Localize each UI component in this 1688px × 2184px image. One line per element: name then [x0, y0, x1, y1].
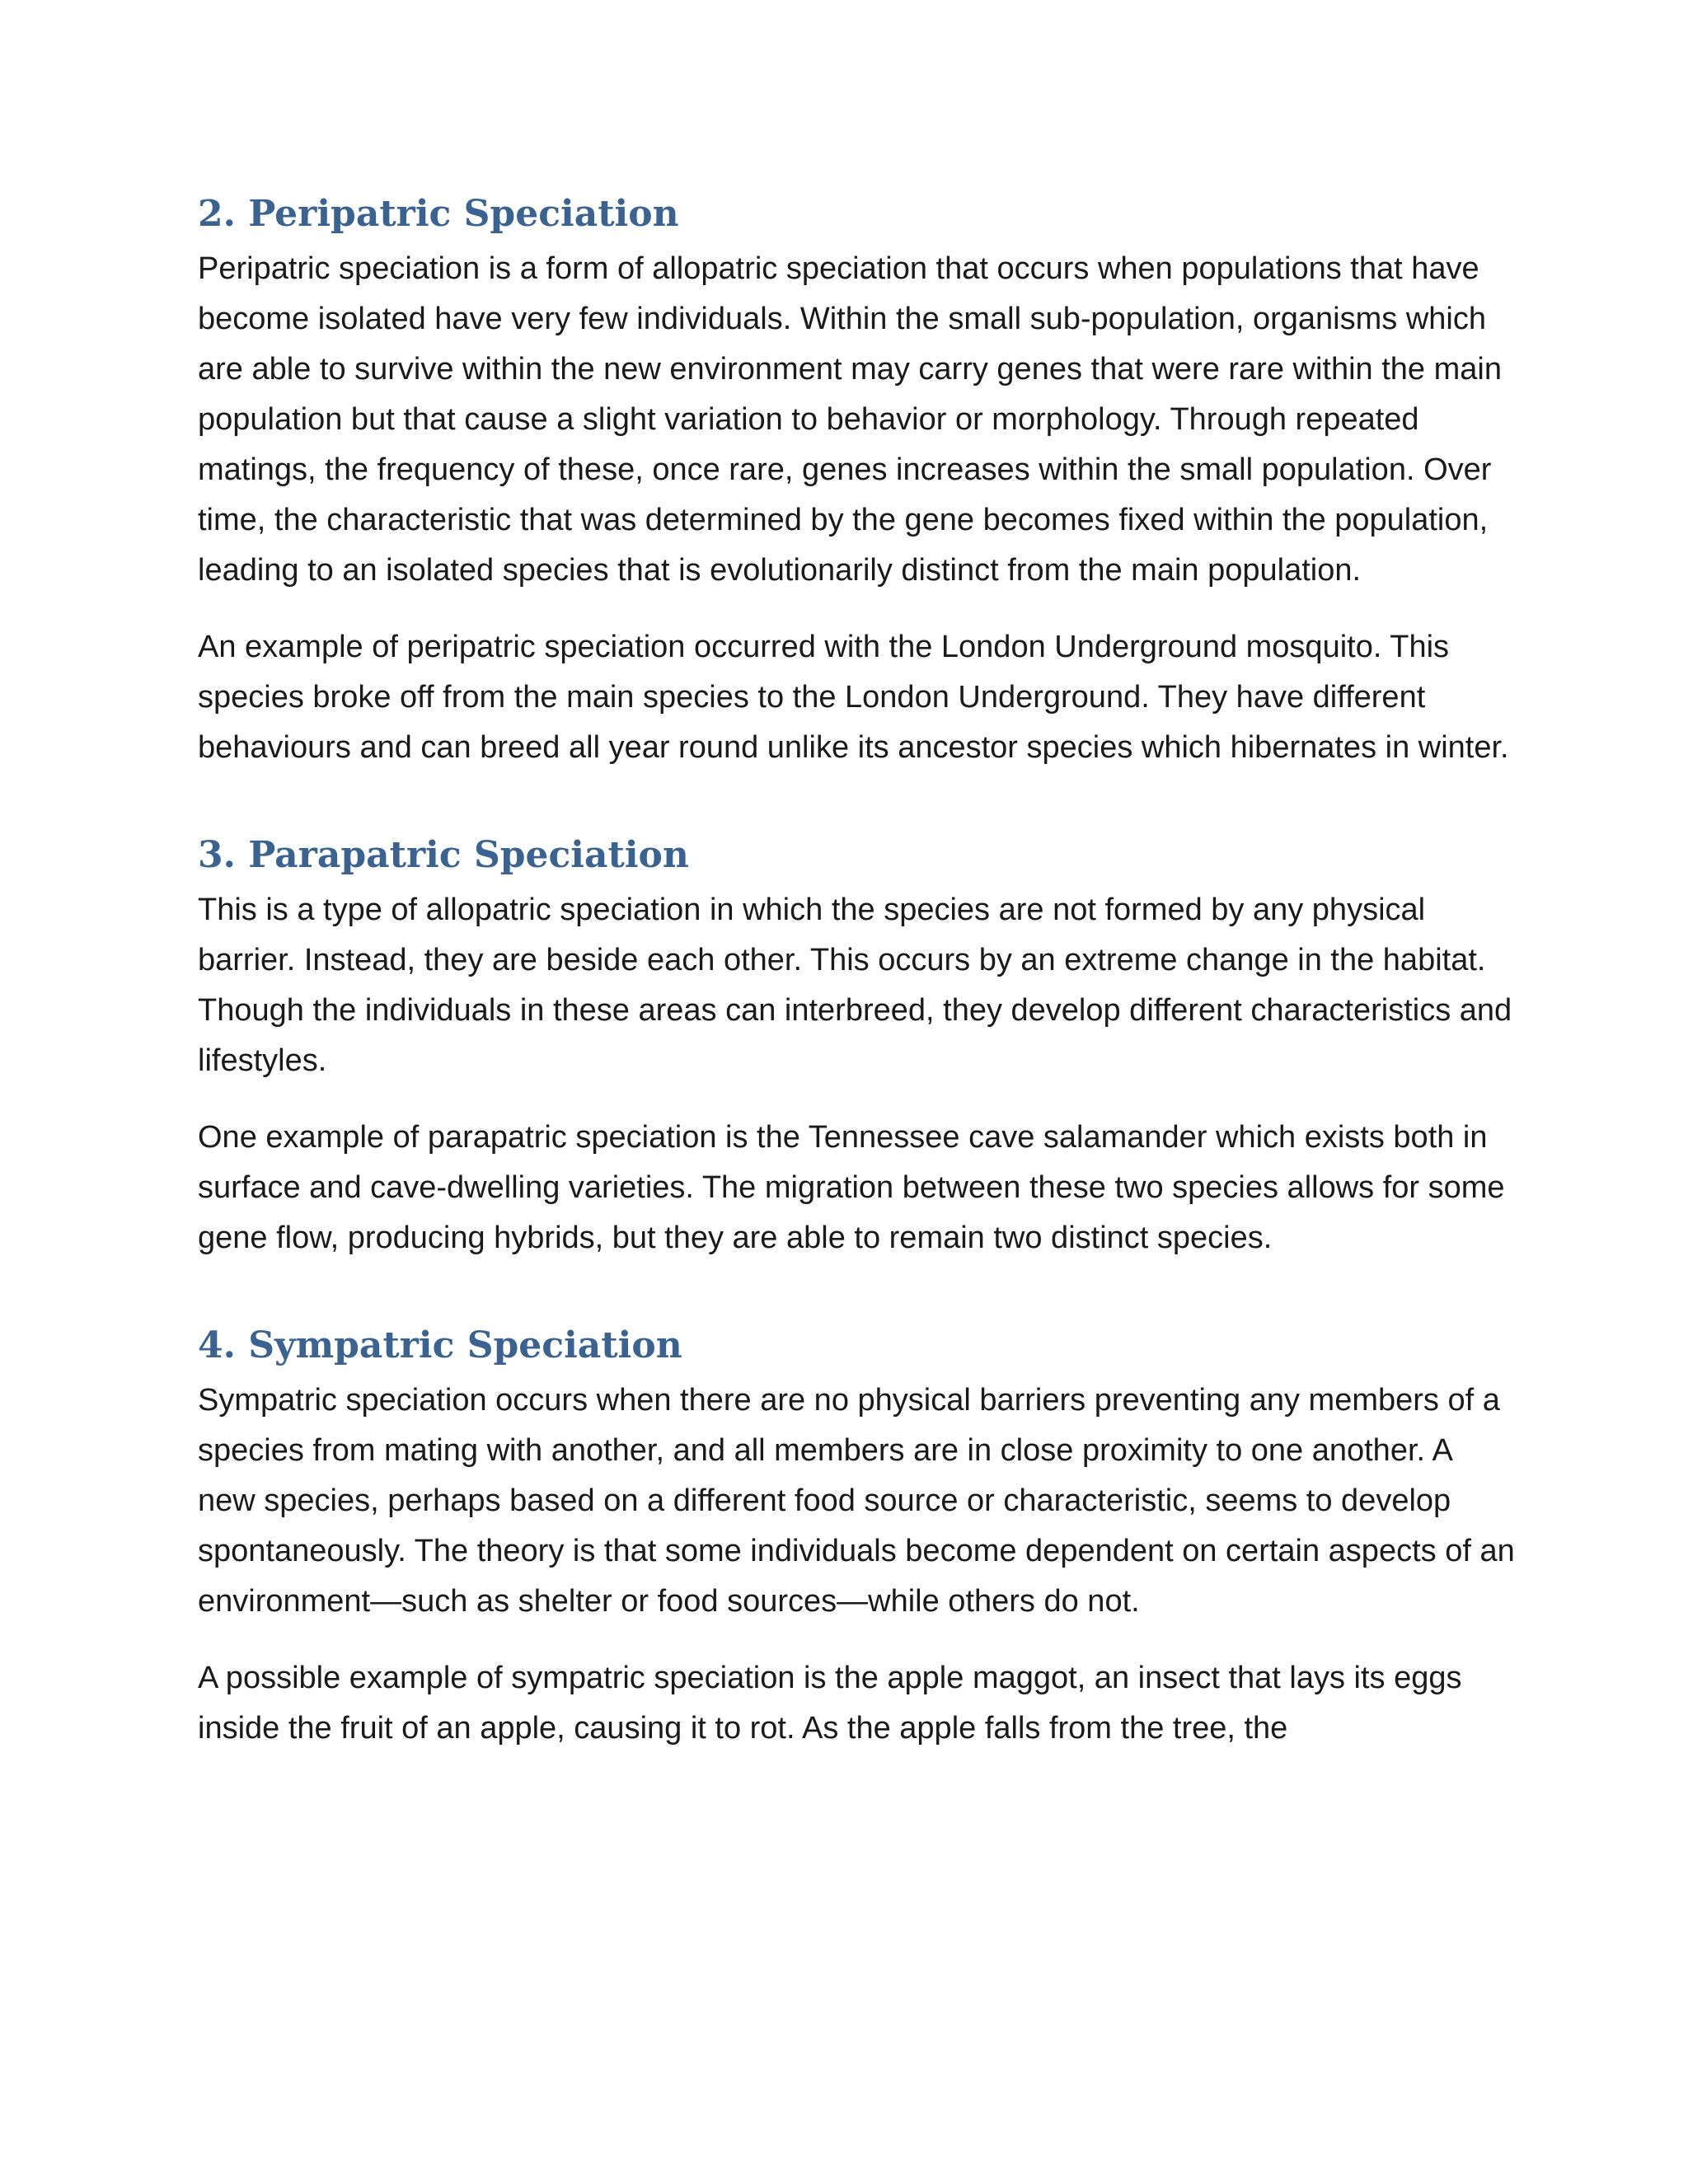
paragraph: Sympatric speciation occurs when there are no physical barriers preventing any members of a species from mating with another, and all members are in close proximity to one another. A new species, perhaps based on a different food source or characteristic, seems to develop spontaneously. The theory is that some individuals become dependent on certain aspects of an environment—such as shelter or food sources—while others do not. — [198, 1383, 1515, 1619]
section-heading: 4. Sympatric Speciation — [198, 1324, 682, 1366]
paragraph: Peripatric speciation is a form of allopatric speciation that occurs when populations that have become isolated have very few individuals. Within the small sub-population, organisms which are able to survive within the new environment may carry genes that were rare within the main population but that cause a slight variation to behavior or morphology. Through repeated matings, the frequency of these, once rare, genes increases within the small population. Over time, the characteristic that was determined by the gene becomes fixed within the population, leading to an isolated species that is evolutionarily distinct from the main population. — [198, 251, 1502, 588]
section-peripatric — [198, 190, 1517, 773]
section-heading: 3. Parapatric Speciation — [198, 834, 689, 876]
paragraph: An example of peripatric speciation occurred with the London Underground mosquito. This species broke off from the main species to the London Underground. They have different behaviours and can breed all year round unlike its ancestor species which hibernates in winter. — [198, 630, 1509, 765]
document-page — [198, 190, 1517, 1754]
paragraph: This is a type of allopatric speciation in which the species are not formed by any physical barrier. Instead, they are beside each other. This occurs by an extreme change in the habitat. Though the individuals in these areas can interbreed, they develop different characteristics and lifestyles. — [198, 893, 1512, 1078]
section-heading: 2. Peripatric Speciation — [198, 193, 679, 235]
paragraph: A possible example of sympatric speciation is the apple maggot, an insect that lays its eggs inside the fruit of an apple, causing it to rot. As the apple falls from the tree, the — [198, 1661, 1462, 1746]
section-parapatric — [198, 831, 1517, 1263]
paragraph: One example of parapatric speciation is the Tennessee cave salamander which exists both in surface and cave-dwelling varieties. The migration between these two species allows for some gene flow, producing hybrids, but they are able to remain two distinct species. — [198, 1120, 1505, 1255]
section-sympatric — [198, 1321, 1517, 1754]
